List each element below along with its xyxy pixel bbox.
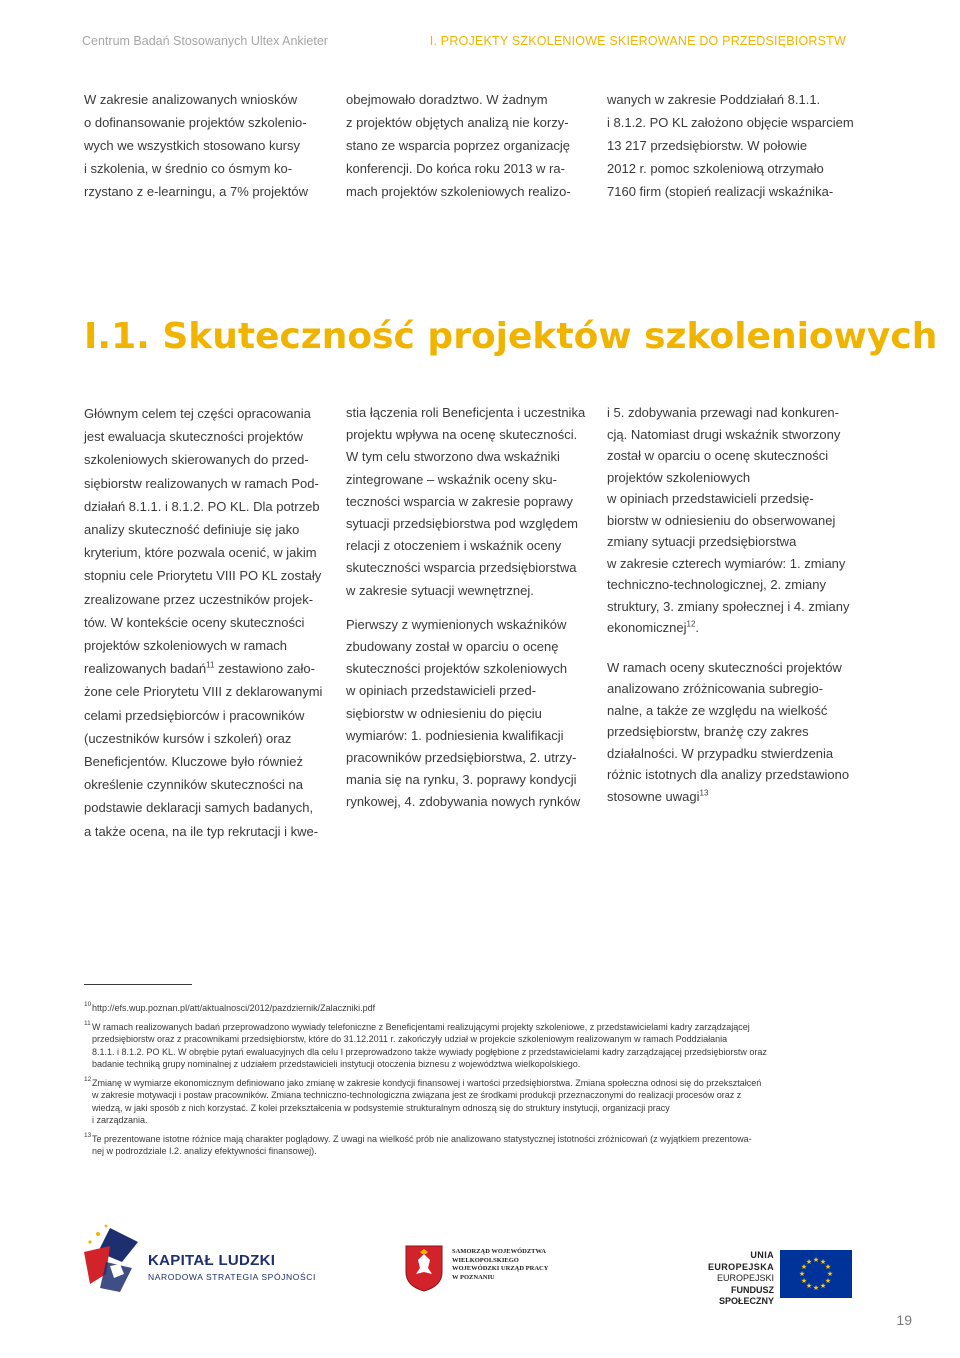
svg-text:★: ★ <box>824 1277 832 1285</box>
text-line: Zmianę w wymiarze ekonomicznym definiowano jako zmianę w zakresie kondycji finansowej i wartości przedsiębiorstwa. Zmiana społeczna odnosi się do przekształceń <box>92 1077 762 1088</box>
text-line: konferencji. Do końca roku 2013 w ra- <box>346 161 565 176</box>
text-line: w zakresie motywacji i postaw pracowników. Zmiana techniczno-technologiczna związana jest ze środkami produkcji przeznaczonymi do realizacji procesów oraz z <box>92 1090 742 1100</box>
footnote-10 <box>84 1002 854 1015</box>
wielkopolska-logo <box>404 1244 564 1294</box>
text-line: działalności. W przypadku stwierdzenia <box>607 745 834 761</box>
svg-text:★: ★ <box>805 1282 813 1290</box>
text-line: relacji z otoczeniem i wskaźnik oceny <box>346 538 562 554</box>
kapital-ludzki-subtitle: NARODOWA STRATEGIA SPÓJNOŚCI <box>148 1272 316 1282</box>
text-line: nalne, a także ze względu na wielkość <box>607 702 828 718</box>
top-column-3 <box>607 88 857 203</box>
text-line: stopniu cele Priorytetu VIII PO KL zostały <box>84 568 322 584</box>
text-line: przedsiębiorstw oraz z pracownikami przedsiębiorstw, które do 31.12.2011 r. zakończyły udział w projekcie szkoleniowym realizowanym w ramach Poddziałania <box>92 1034 728 1044</box>
svg-text:★: ★ <box>826 1270 834 1278</box>
text-line: badanie techniką grupy nominalnej z udziałem przedstawicieli instytucji otoczenia biznesu z województwa wielkopolskiego. <box>92 1059 581 1069</box>
text-line: w zakresie czterech wymiarów: 1. zmiany <box>607 555 846 571</box>
text-line: zrealizowane przez uczestników projek- <box>84 591 314 607</box>
text-line: stia łączenia roli Beneficjenta i uczestnika <box>346 405 586 420</box>
text-line: mach projektów szkoleniowych realizo- <box>346 184 571 199</box>
footnote-link[interactable]: http://efs.wup.poznan.pl/att/aktualnosci/2012/pazdziernik/Zalaczniki.pdf <box>92 1003 376 1013</box>
footnote-number: 11 <box>84 1019 91 1027</box>
text-line: FUNDUSZ SPOŁECZNY <box>718 1284 774 1306</box>
body-col1-paragraph <box>84 402 324 843</box>
text-line: skuteczności projektów szkoleniowych <box>346 661 568 677</box>
text-line: skuteczności wsparcia przedsiębiorstwa <box>346 560 577 576</box>
footnotes <box>84 1002 854 1164</box>
text-line: 13 217 przedsiębiorstw. W połowie <box>607 138 808 153</box>
text-line: szkoleniowych skierowanych do przed- <box>84 452 309 468</box>
page-number: 19 <box>896 1312 912 1328</box>
text-line: przedsiębiorstw, branżę czy zakres <box>607 724 809 739</box>
text-line: Te prezentowane istotne różnice mają charakter poglądowy. Z uwagi na wielkość prób nie analizowano statystycznej istotności zróżnicowań (z wyjątkiem prezentowa- <box>92 1133 752 1144</box>
text-line: sytuacji przedsiębiorstwa pod względem <box>346 516 578 532</box>
text-line: 7160 firm (stopień realizacji wskaźnika- <box>607 184 834 199</box>
footnote-number: 13 <box>84 1131 92 1139</box>
text-line: wych we wszystkich stosowano kursy <box>84 138 301 153</box>
text-line: podstawie deklaracji samych badanych, <box>84 800 314 816</box>
text-line: projektów szkoleniowych w ramach <box>84 638 288 654</box>
text-line: cją. Natomiast drugi wskaźnik stworzony <box>607 426 841 442</box>
footnote-separator <box>84 984 192 985</box>
footnote-ref-11[interactable]: 11 <box>206 660 215 670</box>
text-line: tów. W kontekście oceny skuteczności <box>84 614 305 630</box>
body-col2-paragraph-2 <box>346 614 596 814</box>
text-line: SAMORZĄD WOJEWÓDZTWA <box>452 1248 546 1255</box>
text-line: W ramach oceny skuteczności projektów <box>607 659 842 675</box>
section-heading <box>84 316 937 357</box>
text-fragment: stosowne uwagi <box>607 788 700 804</box>
text-line: EUROPEJSKI <box>716 1273 774 1283</box>
text-line: z projektów objętych analizą nie korzy- <box>346 115 569 130</box>
body-column-1 <box>84 402 324 843</box>
body-column-2 <box>346 402 596 814</box>
text-line: zmiany sytuacji przedsiębiorstwa <box>607 534 797 549</box>
text-line: obejmowało doradztwo. W żadnym <box>346 92 548 107</box>
svg-text:★: ★ <box>800 1263 808 1271</box>
text-line: rzystano z e-learningu, a 7% projektów <box>84 184 309 199</box>
text-line: projektu wpływa na ocenę skuteczności. <box>346 427 578 443</box>
text-line: siębiorstw realizowanych w ramach Pod- <box>84 475 319 491</box>
text-line: rynkowej, 4. zdobywania nowych rynków <box>346 794 581 810</box>
wielkopolska-text <box>452 1248 548 1282</box>
text-fragment: zestawiono zało- <box>214 661 315 677</box>
svg-text:★: ★ <box>819 1282 827 1290</box>
svg-text:★: ★ <box>824 1263 832 1271</box>
text-line: (uczestników kursów i szkoleń) oraz <box>84 730 292 746</box>
svg-text:★: ★ <box>812 1284 820 1292</box>
text-line: w opiniach przedstawicieli przed- <box>346 683 537 699</box>
top-col3-paragraph <box>607 88 857 203</box>
text-fragment: ekonomicznej <box>607 620 687 635</box>
footnote-number: 10 <box>84 1001 92 1008</box>
footnote-number: 12 <box>84 1075 92 1083</box>
eu-text <box>682 1250 774 1308</box>
coat-of-arms-icon <box>404 1244 444 1292</box>
running-header-left: Centrum Badań Stosowanych Ultex Ankieter <box>82 34 328 48</box>
text-line: nej w podrozdziale I.2. analizy efektywności finansowej). <box>92 1146 317 1156</box>
top-col2-paragraph <box>346 88 586 203</box>
svg-text:★: ★ <box>819 1258 827 1266</box>
text-line: a także ocena, na ile typ rekrutacji i kwe- <box>84 823 319 839</box>
section-title: Skuteczność projektów szkoleniowych <box>162 316 938 357</box>
text-line: zbudowany został w oparciu o ocenę <box>346 639 559 655</box>
text-line: jest ewaluacja skuteczności projektów <box>84 429 303 445</box>
body-col3-paragraph-2 <box>607 657 857 808</box>
top-column-1 <box>84 88 324 203</box>
text-line: i 5. zdobywania przewagi nad konkuren- <box>607 405 839 420</box>
eu-logo <box>682 1250 862 1310</box>
text-line: i 8.1.2. PO KL założono objęcie wsparciem <box>607 115 854 130</box>
kapital-ludzki-title: KAPITAŁ LUDZKI <box>148 1252 276 1269</box>
text-line: stano ze wsparcia poprzez organizację <box>346 138 571 153</box>
eu-flag-icon <box>780 1250 852 1298</box>
text-line: w zakresie sytuacji wewnętrznej. <box>346 582 534 598</box>
text-line: Głównym celem tej części opracowania <box>84 406 311 421</box>
footnote-ref-12[interactable]: 12 <box>686 619 696 629</box>
text-line: zintegrowane – wskaźnik oceny sku- <box>346 471 557 487</box>
svg-text:★: ★ <box>805 1258 813 1266</box>
text-line: kryterium, które pozwala ocenić, w jakim <box>84 545 317 561</box>
text-line: wanych w zakresie Poddziałań 8.1.1. <box>607 92 821 107</box>
footnote-ref-13[interactable]: 13 <box>699 788 709 798</box>
text-line: wiedzą, w jaki sposób z nich korzystać. Z kolei przekształcenia w podsystemie strukturalnym odnoszą się do struktury instytucji, organizacji pracy <box>92 1102 670 1113</box>
footnote-13 <box>84 1133 854 1158</box>
text-line: projektów szkoleniowych <box>607 469 751 485</box>
text-line: siębiorstw w odniesieniu do pięciu <box>346 705 542 721</box>
section-number: I.1. <box>84 316 150 357</box>
text-line: W tym celu stworzono dwa wskaźniki <box>346 449 560 465</box>
text-line: mania się na rynku, 3. poprawy kondycji <box>346 772 577 788</box>
text-line: Beneficjentów. Kluczowe było również <box>84 754 303 770</box>
text-line: różnic istotnych dla analizy przedstawiono <box>607 767 850 782</box>
text-line <box>84 657 324 680</box>
kapital-ludzki-emblem-icon <box>80 1222 144 1294</box>
text-line: analizowano zróżnicowania subregio- <box>607 681 824 696</box>
text-line: celami przedsiębiorców i pracowników <box>84 707 305 723</box>
body-col3-paragraph-1 <box>607 402 857 639</box>
running-header-right: I. PROJEKTY SZKOLENIOWE SKIEROWANE DO PRZEDSIĘBIORSTW <box>429 34 846 48</box>
text-line: analizy skuteczność definiuje się jako <box>84 522 300 538</box>
footnote-11 <box>84 1021 854 1071</box>
text-line: teczności wsparcia w zakresie poprawy <box>346 493 573 509</box>
body-col2-paragraph-1 <box>346 402 596 602</box>
text-line: struktury, 3. zmiany społecznej i 4. zmiany <box>607 598 850 614</box>
kapital-ludzki-logo <box>80 1222 316 1292</box>
text-line: 2012 r. pomoc szkoleniową otrzymało <box>607 161 824 176</box>
text-line: o dofinansowanie projektów szkolenio- <box>84 115 307 130</box>
text-line: żone cele Priorytetu VIII z deklarowanymi <box>84 684 323 700</box>
text-line: wymiarów: 1. podniesienia kwalifikacji <box>346 727 564 743</box>
text-line <box>607 786 857 808</box>
eu-title: UNIA EUROPEJSKA <box>707 1250 774 1272</box>
text-line: Pierwszy z wymienionych wskaźników <box>346 616 567 632</box>
text-line: WOJEWÓDZKI URZĄD PRACY <box>452 1265 549 1272</box>
text-line: techniczno-technologicznej, 2. zmiany <box>607 577 826 592</box>
text-fragment: realizowanych badań <box>84 661 207 677</box>
text-line: działań 8.1.1. i 8.1.2. PO KL. Dla potrzeb <box>84 498 320 514</box>
footnote-12 <box>84 1077 854 1127</box>
text-line: został w oparciu o ocenę skuteczności <box>607 448 829 463</box>
body-column-3 <box>607 402 857 807</box>
text-line: W ramach realizowanych badań przeprowadzono wywiady telefoniczne z Beneficjentami realizującymi projekty szkoleniowe, z przedstawicielami kadry zarządzającej <box>92 1021 750 1032</box>
text-line: i szkolenia, w średnio co ósmym ko- <box>84 161 293 176</box>
text-line: W POZNANIU <box>452 1273 495 1281</box>
text-line: biorstw w odniesieniu do obserwowanej <box>607 512 836 528</box>
svg-text:★: ★ <box>812 1256 820 1264</box>
text-line: określenie czynników skuteczności na <box>84 777 303 793</box>
text-line <box>607 617 857 639</box>
text-line: WIELKOPOLSKIEGO <box>452 1256 519 1264</box>
top-column-2 <box>346 88 586 203</box>
text-fragment: . <box>695 620 700 635</box>
text-line: W zakresie analizowanych wniosków <box>84 92 298 107</box>
text-line: pracowników przedsiębiorstwa, 2. utrzy- <box>346 750 577 766</box>
svg-text:★: ★ <box>798 1270 806 1278</box>
svg-text:★: ★ <box>800 1277 808 1285</box>
top-col1-paragraph <box>84 88 324 203</box>
text-line: i zarządzania. <box>92 1115 148 1125</box>
text-line: w opiniach przedstawicieli przedsię- <box>607 491 814 506</box>
text-line: 8.1.1. i 8.1.2. PO KL. W obrębie pytań ewaluacyjnych dla celu I przeprowadzono także wywiady pogłębione z przedstawicielami kadry zarządzającej przedsiębiorstw oraz <box>92 1046 767 1057</box>
